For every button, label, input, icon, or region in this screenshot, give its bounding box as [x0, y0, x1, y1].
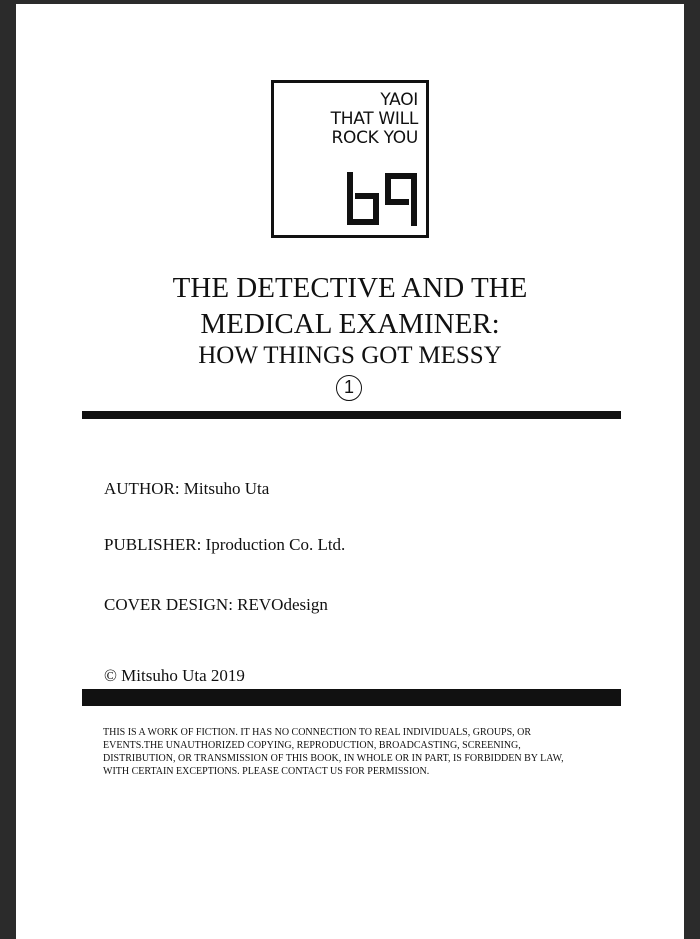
divider-bottom	[82, 689, 621, 706]
author-credit: AUTHOR: Mitsuho Uta	[104, 479, 270, 498]
legal-disclaimer: THIS IS A WORK OF FICTION. IT HAS NO CONNECTION TO REAL INDIVIDUALS, GROUPS, OR EVENTS.THE UNAUTHORIZED COPYING, REPRODUCTION, BROADCASTING, SCREENING, DISTRIBUTION, OR TRANSMISSION OF THIS BOOK, IN WHOLE OR IN PART, IS FORBIDDEN BY LAW, WITH CERTAIN EXCEPTIONS. PLEASE CONTACT US FOR PERMISSION.	[103, 727, 564, 777]
publisher-credit: PUBLISHER: Iproduction Co. Ltd.	[104, 535, 346, 554]
logo-number	[342, 170, 422, 233]
title-line-2: MEDICAL EXAMINER:	[200, 308, 500, 340]
logo-line: ROCK YOU	[331, 128, 418, 148]
title-line-1: THE DETECTIVE AND THE	[172, 272, 528, 304]
logo-69-graphic	[342, 170, 422, 228]
title-line-3: HOW THINGS GOT MESSY	[198, 342, 502, 369]
logo-text	[331, 91, 418, 148]
volume-number: 1	[336, 375, 362, 401]
divider-top	[82, 411, 621, 419]
book-page	[16, 4, 684, 939]
cover-design-credit: COVER DESIGN: REVOdesign	[104, 595, 328, 614]
logo-line: YAOI	[380, 90, 418, 110]
publisher-logo	[271, 80, 429, 238]
logo-line: THAT WILL	[330, 109, 418, 129]
copyright-notice: © Mitsuho Uta 2019	[104, 666, 245, 685]
